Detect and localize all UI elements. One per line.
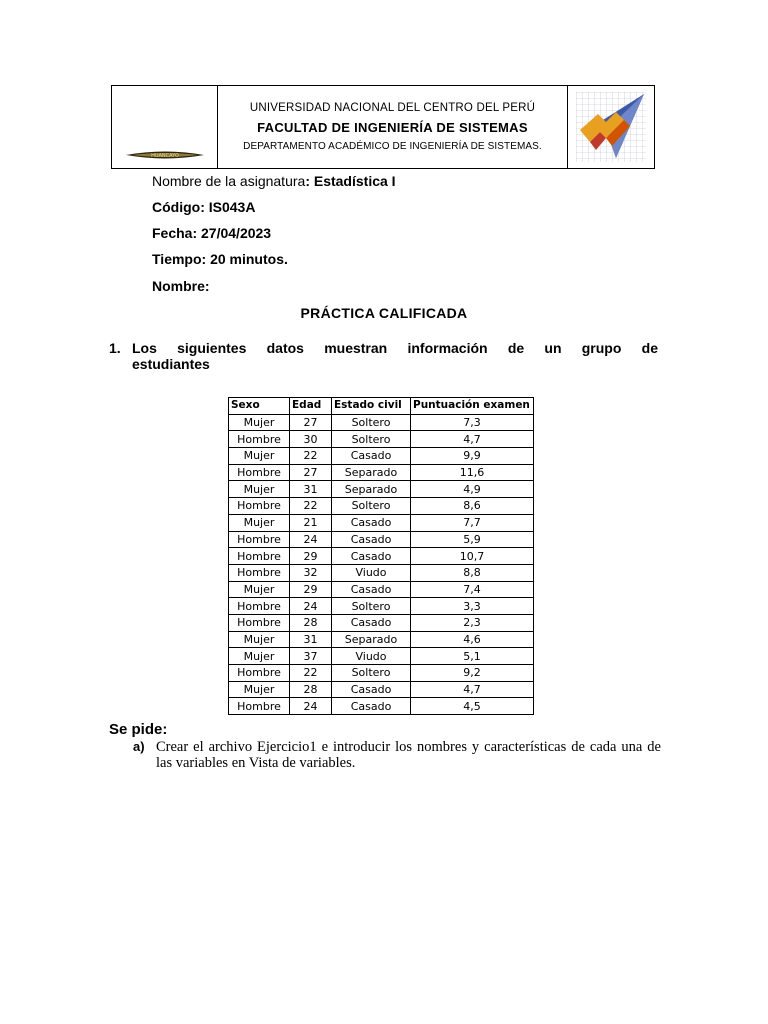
cell-sexo: Mujer [229, 414, 290, 431]
exam-date: Fecha: 27/04/2023 [152, 225, 272, 241]
cell-sexo: Hombre [229, 698, 290, 715]
table-row [229, 548, 534, 565]
table-row [229, 564, 534, 581]
cell-sexo: Hombre [229, 431, 290, 448]
cell-puntuacion: 2,3 [411, 614, 534, 631]
table-row [229, 464, 534, 481]
cell-edad: 27 [290, 414, 332, 431]
cell-estado-civil: Casado [332, 614, 411, 631]
cell-puntuacion: 8,8 [411, 564, 534, 581]
cell-puntuacion: 9,9 [411, 448, 534, 465]
cell-sexo: Hombre [229, 564, 290, 581]
code-line [152, 199, 255, 215]
date-line [152, 225, 271, 241]
cell-edad: 27 [290, 464, 332, 481]
cell-edad: 28 [290, 681, 332, 698]
cell-edad: 24 [290, 698, 332, 715]
header-estado-civil: Estado civil [332, 398, 411, 415]
cell-edad: 28 [290, 614, 332, 631]
cell-edad: 24 [290, 531, 332, 548]
cell-edad: 37 [290, 648, 332, 665]
cell-sexo: Mujer [229, 631, 290, 648]
table-row [229, 648, 534, 665]
name-line [152, 278, 210, 294]
table-row [229, 481, 534, 498]
task-item-a [133, 739, 661, 771]
cell-estado-civil: Separado [332, 481, 411, 498]
cell-sexo: Hombre [229, 548, 290, 565]
cell-puntuacion: 11,6 [411, 464, 534, 481]
question-number: 1. [109, 340, 121, 356]
cell-estado-civil: Separado [332, 631, 411, 648]
cell-sexo: Mujer [229, 514, 290, 531]
cell-estado-civil: Viudo [332, 564, 411, 581]
document-header [111, 85, 655, 169]
cell-edad: 31 [290, 481, 332, 498]
course-code: Código: IS043A [152, 199, 256, 215]
header-puntuacion: Puntuación examen [411, 398, 534, 415]
cell-puntuacion: 4,9 [411, 481, 534, 498]
cell-edad: 22 [290, 498, 332, 515]
cell-sexo: Hombre [229, 531, 290, 548]
header-titles [218, 86, 567, 168]
table-row [229, 631, 534, 648]
cell-estado-civil: Casado [332, 531, 411, 548]
cell-edad: 29 [290, 548, 332, 565]
cell-puntuacion: 5,1 [411, 648, 534, 665]
table-header-row [229, 398, 534, 415]
cell-edad: 21 [290, 514, 332, 531]
cell-puntuacion: 4,7 [411, 681, 534, 698]
page-title: PRÁCTICA CALIFICADA [300, 305, 468, 321]
se-pide-heading: Se pide: [109, 721, 168, 738]
cell-puntuacion: 7,7 [411, 514, 534, 531]
header-sexo: Sexo [229, 398, 290, 415]
cell-estado-civil: Casado [332, 514, 411, 531]
table-row [229, 531, 534, 548]
cell-sexo: Hombre [229, 598, 290, 615]
cell-sexo: Mujer [229, 681, 290, 698]
cell-puntuacion: 10,7 [411, 548, 534, 565]
question-text-line1: Los siguientes datos muestran información de un grupo de [132, 340, 658, 356]
university-seal-icon [126, 150, 204, 160]
table-row [229, 614, 534, 631]
cell-edad: 30 [290, 431, 332, 448]
subject-label: Nombre de la asignatura [152, 173, 306, 189]
header-left-cell [112, 86, 218, 168]
cell-edad: 31 [290, 631, 332, 648]
table-row [229, 514, 534, 531]
cell-puntuacion: 8,6 [411, 498, 534, 515]
cell-edad: 22 [290, 448, 332, 465]
student-name-label: Nombre: [152, 278, 210, 294]
cell-sexo: Hombre [229, 614, 290, 631]
cell-edad: 22 [290, 665, 332, 682]
cell-edad: 24 [290, 598, 332, 615]
exam-time: Tiempo: 20 minutos. [152, 251, 288, 267]
university-name: UNIVERSIDAD NACIONAL DEL CENTRO DEL PERÚ [249, 102, 536, 114]
task-item-label: a) [133, 739, 145, 754]
table-row [229, 498, 534, 515]
cell-puntuacion: 4,6 [411, 631, 534, 648]
cell-puntuacion: 4,5 [411, 698, 534, 715]
cell-estado-civil: Casado [332, 581, 411, 598]
department-name: DEPARTAMENTO ACADÉMICO DE INGENIERÍA DE SISTEMAS. [243, 141, 542, 152]
cell-sexo: Mujer [229, 481, 290, 498]
cell-puntuacion: 4,7 [411, 431, 534, 448]
time-line [152, 251, 288, 267]
students-data-table [228, 397, 534, 715]
header-right-cell [567, 86, 654, 168]
table-row [229, 698, 534, 715]
cell-sexo: Mujer [229, 648, 290, 665]
table-row [229, 431, 534, 448]
cell-puntuacion: 7,3 [411, 414, 534, 431]
cell-estado-civil: Soltero [332, 498, 411, 515]
cell-estado-civil: Separado [332, 464, 411, 481]
seal-text: HUANCAYO [151, 153, 179, 160]
cell-estado-civil: Soltero [332, 665, 411, 682]
cell-estado-civil: Casado [332, 548, 411, 565]
cell-edad: 32 [290, 564, 332, 581]
cell-estado-civil: Casado [332, 698, 411, 715]
cell-puntuacion: 7,4 [411, 581, 534, 598]
task-item-text: Crear el archivo Ejercicio1 e introducir los nombres y características de cada una de las variables en Vista de variables. [156, 739, 661, 771]
faculty-name: FACULTAD DE INGENIERÍA DE SISTEMAS [257, 120, 528, 135]
cell-puntuacion: 5,9 [411, 531, 534, 548]
subject-line [152, 173, 396, 189]
cell-sexo: Hombre [229, 498, 290, 515]
header-edad: Edad [290, 398, 332, 415]
cell-estado-civil: Casado [332, 448, 411, 465]
table-row [229, 581, 534, 598]
cell-estado-civil: Soltero [332, 598, 411, 615]
table-row [229, 681, 534, 698]
table-row [229, 665, 534, 682]
table-row [229, 448, 534, 465]
cell-sexo: Hombre [229, 464, 290, 481]
cell-sexo: Hombre [229, 665, 290, 682]
cell-estado-civil: Soltero [332, 414, 411, 431]
subject-value: : Estadística I [305, 173, 396, 189]
cell-puntuacion: 3,3 [411, 598, 534, 615]
faculty-logo-icon [576, 92, 646, 162]
table-row [229, 598, 534, 615]
cell-puntuacion: 9,2 [411, 665, 534, 682]
cell-estado-civil: Casado [332, 681, 411, 698]
question-text-line2: estudiantes [132, 356, 210, 372]
cell-estado-civil: Soltero [332, 431, 411, 448]
cell-sexo: Mujer [229, 581, 290, 598]
question-1 [109, 340, 658, 372]
table-row [229, 414, 534, 431]
cell-edad: 29 [290, 581, 332, 598]
cell-sexo: Mujer [229, 448, 290, 465]
cell-estado-civil: Viudo [332, 648, 411, 665]
